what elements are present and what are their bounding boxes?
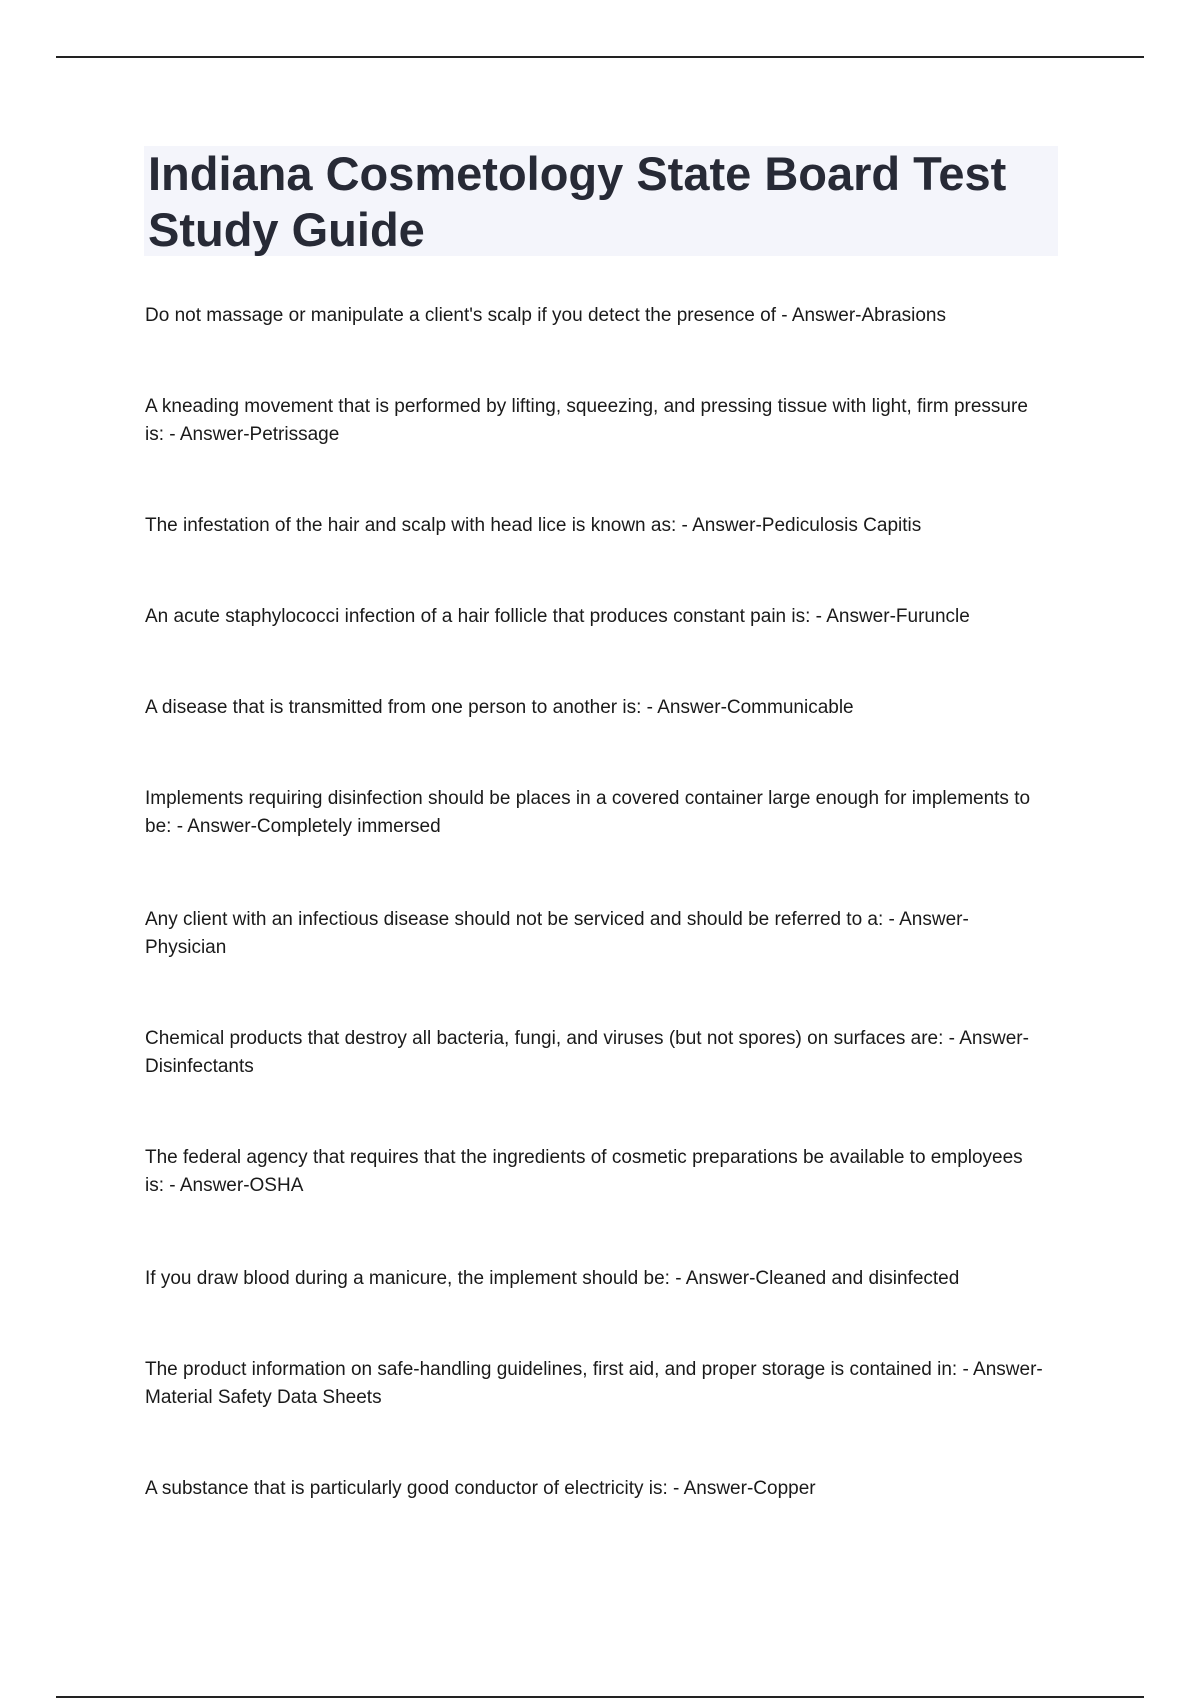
qa-item-8: Chemical products that destroy all bacteria, fungi, and viruses (but not spores) on surfaces are: - Answer-Disinfectants — [145, 1028, 1029, 1077]
qa-item-12: A substance that is particularly good conductor of electricity is: - Answer-Copper — [145, 1478, 816, 1499]
qa-item-7: Any client with an infectious disease should not be serviced and should be referred to a: - Answer-Physician — [145, 909, 969, 958]
qa-item-3: The infestation of the hair and scalp with head lice is known as: - Answer-Pediculosis Capitis — [145, 515, 922, 536]
qa-item-9: The federal agency that requires that the ingredients of cosmetic preparations be available to employees is: - Answer-OSHA — [145, 1147, 1023, 1196]
document-title: Indiana Cosmetology State Board Test Study Guide — [148, 147, 1007, 256]
qa-item-10: If you draw blood during a manicure, the implement should be: - Answer-Cleaned and disinfected — [145, 1268, 960, 1289]
qa-item-11: The product information on safe-handling guidelines, first aid, and proper storage is contained in: - Answer-Material Safety Data Sheets — [145, 1359, 1043, 1408]
title-block — [144, 146, 1058, 256]
qa-item-2: A kneading movement that is performed by lifting, squeezing, and pressing tissue with light, firm pressure is: - Answer-Petrissage — [145, 396, 1028, 445]
top-rule — [56, 56, 1144, 58]
qa-item-4: An acute staphylococci infection of a hair follicle that produces constant pain is: - Answer-Furuncle — [145, 606, 970, 627]
bottom-rule — [56, 1696, 1144, 1698]
qa-item-6: Implements requiring disinfection should be places in a covered container large enough for implements to be: - Answer-Completely immersed — [145, 788, 1031, 837]
qa-item-5: A disease that is transmitted from one person to another is: - Answer-Communicable — [145, 697, 854, 718]
qa-item-1: Do not massage or manipulate a client's scalp if you detect the presence of - Answer-Abrasions — [145, 305, 946, 326]
